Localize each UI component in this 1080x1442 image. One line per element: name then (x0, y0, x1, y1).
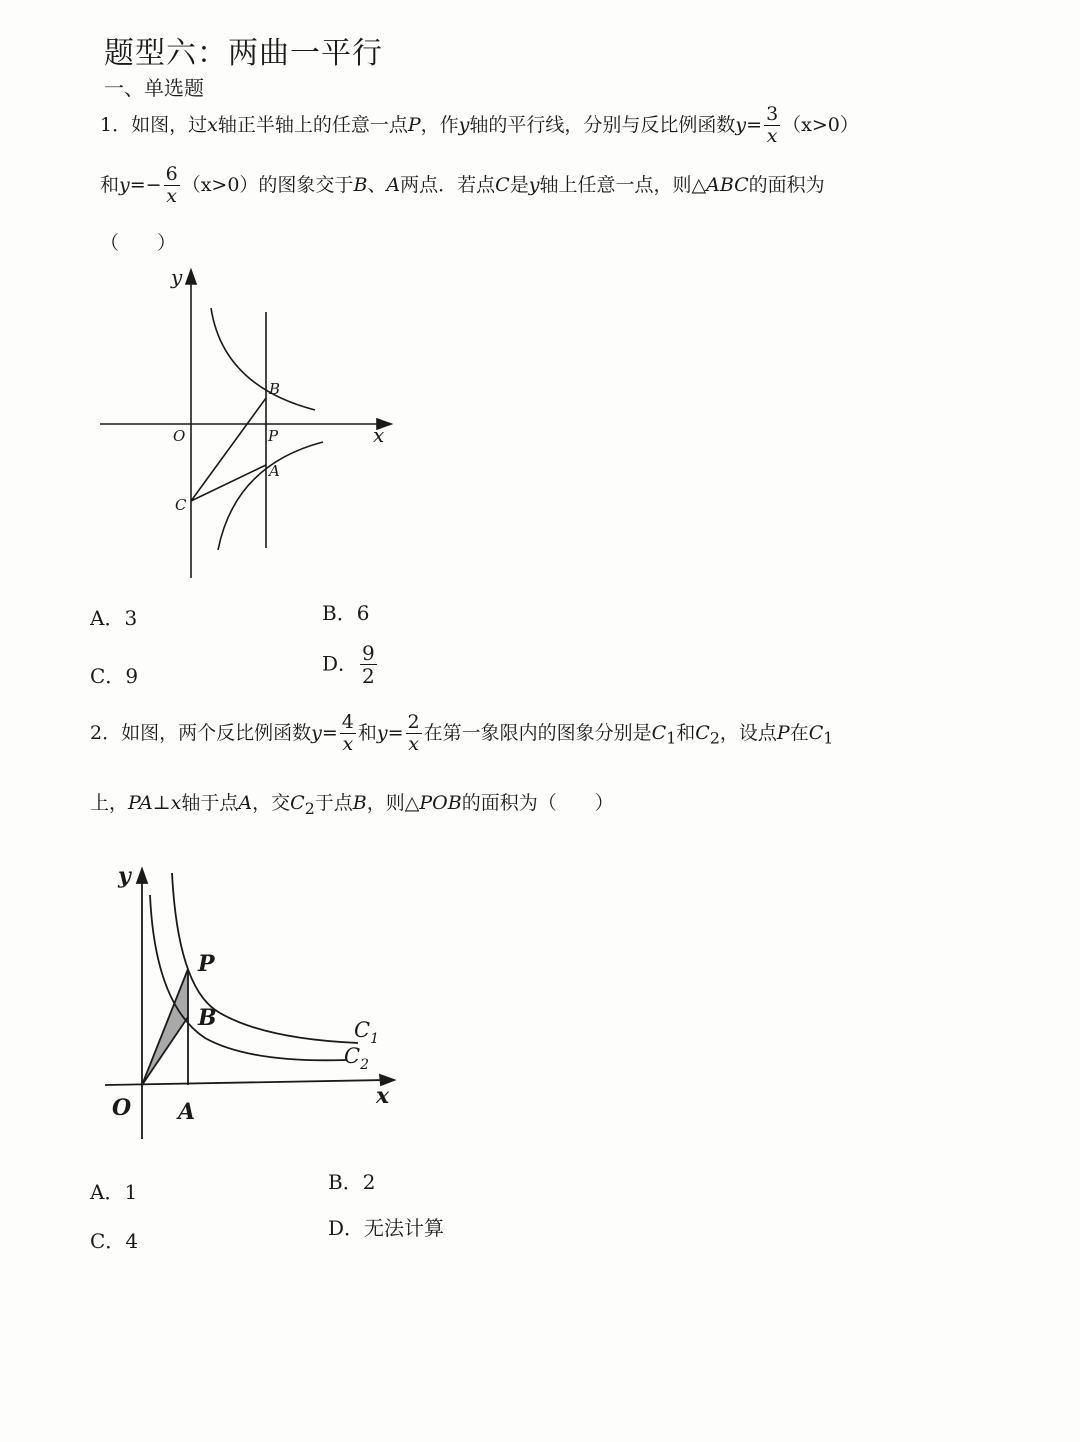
q1-var: P (407, 113, 421, 136)
q1-text: 两点．若点 (400, 173, 496, 196)
frac-num: 2 (407, 711, 420, 733)
label-p: P (268, 427, 279, 445)
q2-text: ⊥ (152, 792, 171, 814)
label-o: O (112, 1095, 132, 1121)
q2-text: 上， (90, 792, 129, 814)
q2-formula-lhs: y= (376, 721, 404, 744)
q2-number: 2． (90, 721, 122, 744)
label-o: O (173, 427, 186, 445)
frac-num: 9 (362, 641, 375, 665)
q2-var: B (352, 792, 367, 814)
q2-subscript: 2 (304, 798, 315, 818)
q2-option-d[interactable] (328, 1212, 444, 1241)
label-c: C (175, 496, 187, 514)
q2-var: POB (419, 792, 462, 814)
q2-text: ，则△ (366, 792, 420, 814)
label-a: A (269, 462, 280, 480)
option-value: 4 (125, 1229, 139, 1253)
option-fraction (360, 642, 377, 688)
label-x: x (373, 423, 385, 447)
q2-option-c[interactable] (90, 1225, 138, 1254)
page-title: 题型六：两曲一平行 (104, 36, 383, 71)
q1-text: 是 (509, 173, 529, 196)
q1-fraction-1 (764, 104, 780, 148)
label-y: y (171, 265, 183, 289)
option-value: 3 (124, 606, 138, 630)
q1-text: 的图象交于 (258, 173, 354, 196)
q2-line2 (90, 788, 614, 818)
q1-text: 如图，过 (131, 113, 208, 136)
option-label: A． (90, 606, 125, 630)
q2-var: x (170, 792, 182, 814)
q1-var: y (528, 173, 540, 196)
option-label: C． (90, 664, 126, 688)
option-label: B． (322, 601, 357, 625)
q2-line1 (90, 712, 833, 756)
q2-option-a[interactable] (90, 1176, 137, 1205)
q2-subscript: 2 (709, 728, 720, 748)
label-c1: $C_1$ (354, 1018, 379, 1047)
q2-text: ，交 (252, 792, 291, 814)
q2-text: 轴于点 (181, 792, 239, 814)
q2-var: C (808, 721, 824, 744)
segment-cb (191, 398, 266, 501)
curve-3-over-x (211, 308, 315, 410)
q1-var: x (207, 113, 218, 136)
x-axis (105, 1080, 385, 1085)
q1-condition: （x>0） (782, 113, 859, 136)
frac-den: 2 (362, 664, 375, 688)
q2-fraction-1 (340, 712, 356, 756)
q2-text: 如图，两个反比例函数 (121, 721, 312, 744)
q2-figure (100, 855, 410, 1150)
q2-fraction-2 (406, 712, 422, 756)
q2-var: P (776, 721, 790, 744)
q2-text: 的面积为（ ） (461, 792, 614, 814)
q1-var: B (353, 173, 368, 196)
label-c2: $C_2$ (344, 1044, 369, 1073)
q1-var: C (495, 173, 510, 196)
option-label: D． (328, 1216, 365, 1240)
q1-option-d[interactable] (322, 642, 379, 688)
q1-fraction-2 (164, 164, 180, 208)
label-y: y (118, 863, 131, 889)
q2-text: 和 (676, 721, 696, 744)
q2-var: C (695, 721, 710, 744)
q2-var: PA (128, 792, 153, 814)
q1-text: 轴上任意一点，则△ (539, 173, 707, 196)
q2-text: 在 (789, 721, 809, 744)
q2-subscript: 1 (823, 728, 834, 748)
q2-var: A (238, 792, 253, 814)
option-value: 无法计算 (364, 1216, 445, 1240)
option-label: C． (90, 1229, 126, 1253)
q1-line1 (100, 104, 859, 148)
y-axis-arrow (186, 270, 196, 284)
frac-den: x (766, 124, 778, 147)
q1-formula-lhs: y= (735, 113, 763, 136)
q1-option-c[interactable] (90, 660, 138, 689)
y-axis-arrow (137, 869, 147, 883)
segment-ca (191, 465, 266, 501)
q1-text: 和 (100, 173, 120, 196)
q1-text: 轴的平行线，分别与反比例函数 (469, 113, 736, 136)
q2-option-b[interactable] (328, 1166, 375, 1195)
q1-line2 (100, 164, 825, 208)
q2-var: C (651, 721, 667, 744)
option-value: 1 (124, 1180, 138, 1204)
q1-text: 的面积为 (748, 173, 825, 196)
q2-var: C (290, 792, 305, 814)
frac-num: 3 (766, 103, 779, 125)
label-a: A (178, 1099, 196, 1125)
frac-num: 4 (341, 711, 354, 733)
frac-den: x (342, 732, 354, 755)
option-label: A． (90, 1180, 125, 1204)
option-label: D． (322, 651, 359, 676)
q2-text: 于点 (314, 792, 353, 814)
option-value: 9 (125, 664, 139, 688)
frac-num: 6 (165, 163, 178, 185)
frac-den: x (166, 184, 177, 207)
q2-formula-lhs: y= (311, 721, 338, 744)
q1-text: ，作 (420, 113, 459, 136)
q1-var: A (386, 173, 401, 196)
label-x: x (376, 1083, 390, 1109)
frac-den: x (408, 732, 419, 755)
q1-option-a[interactable] (90, 602, 137, 631)
option-label: B． (328, 1170, 363, 1194)
label-b: B (269, 380, 281, 398)
q1-text: 、 (367, 173, 387, 196)
q1-formula-lhs: y=− (119, 173, 162, 196)
q1-figure (95, 260, 405, 590)
q1-condition: （x>0） (181, 173, 259, 196)
option-value: 6 (356, 601, 370, 625)
q2-text: 在第一象限内的图象分别是 (423, 721, 652, 744)
q2-text: 和 (357, 721, 377, 744)
q2-text: ，设点 (719, 721, 777, 744)
label-b: B (198, 1005, 217, 1031)
option-value: 2 (362, 1170, 376, 1194)
q1-text: 轴正半轴上的任意一点 (217, 113, 408, 136)
label-p: P (198, 951, 215, 977)
curve-c2 (150, 895, 346, 1060)
q1-answer-paren: （ ） (100, 232, 177, 254)
q1-number: 1． (100, 113, 132, 136)
q1-var: y (458, 113, 470, 136)
section-heading: 一、单选题 (104, 76, 204, 100)
q1-var: ABC (706, 173, 749, 196)
curve-neg-6-over-x (218, 442, 323, 550)
q2-subscript: 1 (666, 728, 677, 748)
q1-option-b[interactable] (322, 597, 369, 626)
